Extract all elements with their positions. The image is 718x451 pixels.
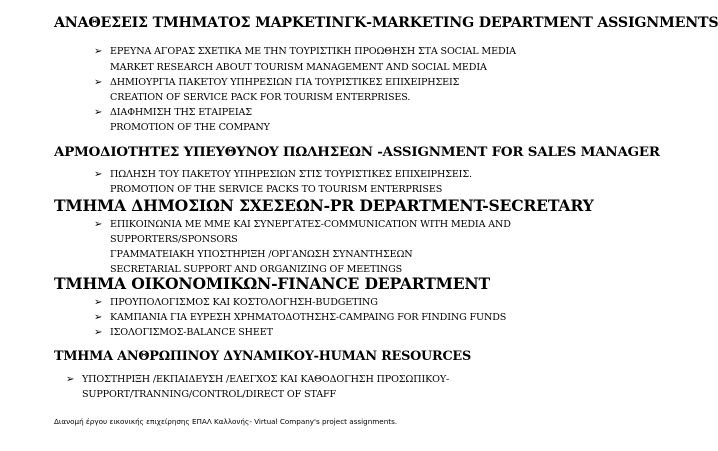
hr-heading: ΤΜΗΜΑ ΑΝΘΡΩΠΙΝΟΥ ΔΥΝΑΜΙΚΟΥ-HUMAN RESOURCES <box>54 349 472 364</box>
bullet-arrow-icon: ➢ <box>94 312 103 323</box>
bullet-arrow-icon: ➢ <box>66 374 75 385</box>
finance-item-balance: ΙΣΟΛΟΓΙΣΜΟΣ-BALANCE SHEET <box>110 327 273 338</box>
pr-item-1-line-2: SUPPORTERS/SPONSORS <box>110 234 238 245</box>
bullet-arrow-icon: ➢ <box>94 107 103 118</box>
pr-heading: ΤΜΗΜΑ ΔΗΜΟΣΙΩΝ ΣΧΕΣΕΩΝ-PR DEPARTMENT-SECRETARY <box>54 196 594 215</box>
marketing-item-3-english: PROMOTION OF THE COMPANY <box>110 122 270 133</box>
finance-heading: ΤΜΗΜΑ ΟΙΚΟΝΟΜΙΚΩΝ-FINANCE DEPARTMENT <box>54 274 490 293</box>
bullet-arrow-icon: ➢ <box>94 219 103 230</box>
marketing-item-1-greek: ΕΡΕΥΝΑ ΑΓΟΡΑΣ ΣΧΕΤΙΚΑ ΜΕ ΤΗΝ ΤΟΥΡΙΣΤΙΚΗ ΠΡΟΩΘΗΣΗ ΣΤΑ SOCIAL MEDIA <box>110 46 516 57</box>
marketing-item-3-greek: ΔΙΑΦΗΜΙΣΗ ΤΗΣ ΕΤΑΙΡΕΙΑΣ <box>110 107 252 118</box>
marketing-item-1-english: MARKET RESEARCH ABOUT TOURISM MANAGEMENT AND SOCIAL MEDIA <box>110 62 487 73</box>
pr-item-1-line-1: ΕΠΙΚΟΙΝΩΝΙΑ ΜΕ ΜΜΕ ΚΑΙ ΣΥΝΕΡΓΑΤΕΣ-COMMUNICATION WITH MEDIA AND <box>110 219 511 230</box>
pr-item-1-line-3: ΓΡΑΜΜΑΤΕΙΑΚΗ ΥΠΟΣΤΗΡΙΞΗ /ΟΡΓΑΝΩΣΗ ΣΥΝΑΝΤΗΣΕΩΝ <box>110 249 413 260</box>
marketing-item-2-english: CREATION OF SERVICE PACK FOR TOURISM ENTERPRISES. <box>110 92 411 103</box>
sales-heading: ΑΡΜΟΔΙΟΤΗΤΕΣ ΥΠΕΥΘΥΝΟΥ ΠΩΛΗΣΕΩΝ -ASSIGNMENT FOR SALES MANAGER <box>54 144 660 160</box>
bullet-arrow-icon: ➢ <box>94 297 103 308</box>
bullet-arrow-icon: ➢ <box>94 77 103 88</box>
hr-item-1-english: SUPPORT/TRANNING/CONTROL/DIRECT OF STAFF <box>82 389 336 400</box>
finance-item-funds: ΚΑΜΠΑΝΙΑ ΓΙΑ ΕΥΡΕΣΗ ΧΡΗΜΑΤΟΔΟΤΗΣΗΣ-CAMPAING FOR FINDING FUNDS <box>110 312 507 323</box>
bullet-arrow-icon: ➢ <box>94 169 103 180</box>
sales-item-1-greek: ΠΩΛΗΣΗ ΤΟΥ ΠΑΚΕΤΟΥ ΥΠΗΡΕΣΙΩΝ ΣΤΙΣ ΤΟΥΡΙΣΤΙΚΕΣ ΕΠΙΧΕΙΡΗΣΕΙΣ. <box>110 169 472 180</box>
bullet-arrow-icon: ➢ <box>94 327 103 338</box>
marketing-heading: ΑΝΑΘΕΣΕΙΣ ΤΜΗΜΑΤΟΣ ΜΑΡΚΕΤΙΝΓΚ-MARKETING DEPARTMENT ASSIGNMENTS <box>54 15 718 31</box>
finance-item-budgeting: ΠΡΟΥΠΟΛΟΓΙΣΜΟΣ ΚΑΙ ΚΟΣΤΟΛΟΓΗΣΗ-BUDGETING <box>110 297 378 308</box>
sales-item-1-english: PROMOTION OF THE SERVICE PACKS TO TOURISM ENTERPRISES <box>110 184 443 195</box>
page-footer: Διανομή έργου εικονικής επιχείρησης ΕΠΑΛ Καλλονής- Virtual Company's project assignments. <box>54 417 398 426</box>
pr-item-1-line-4: SECRETARIAL SUPPORT AND ORGANIZING OF MEETINGS <box>110 264 403 275</box>
bullet-arrow-icon: ➢ <box>94 46 103 57</box>
marketing-item-2-greek: ΔΗΜΙΟΥΡΓΙΑ ΠΑΚΕΤΟΥ ΥΠΗΡΕΣΙΩΝ ΓΙΑ ΤΟΥΡΙΣΤΙΚΕΣ ΕΠΙΧΕΙΡΗΣΕΙΣ <box>110 77 460 88</box>
hr-item-1-greek: ΥΠΟΣΤΗΡΙΞΗ /ΕΚΠΑΙΔΕΥΣΗ /ΕΛΕΓΧΟΣ ΚΑΙ ΚΑΘΟΔΟΓΗΣΗ ΠΡΟΣΩΠΙΚΟΥ- <box>82 374 450 385</box>
